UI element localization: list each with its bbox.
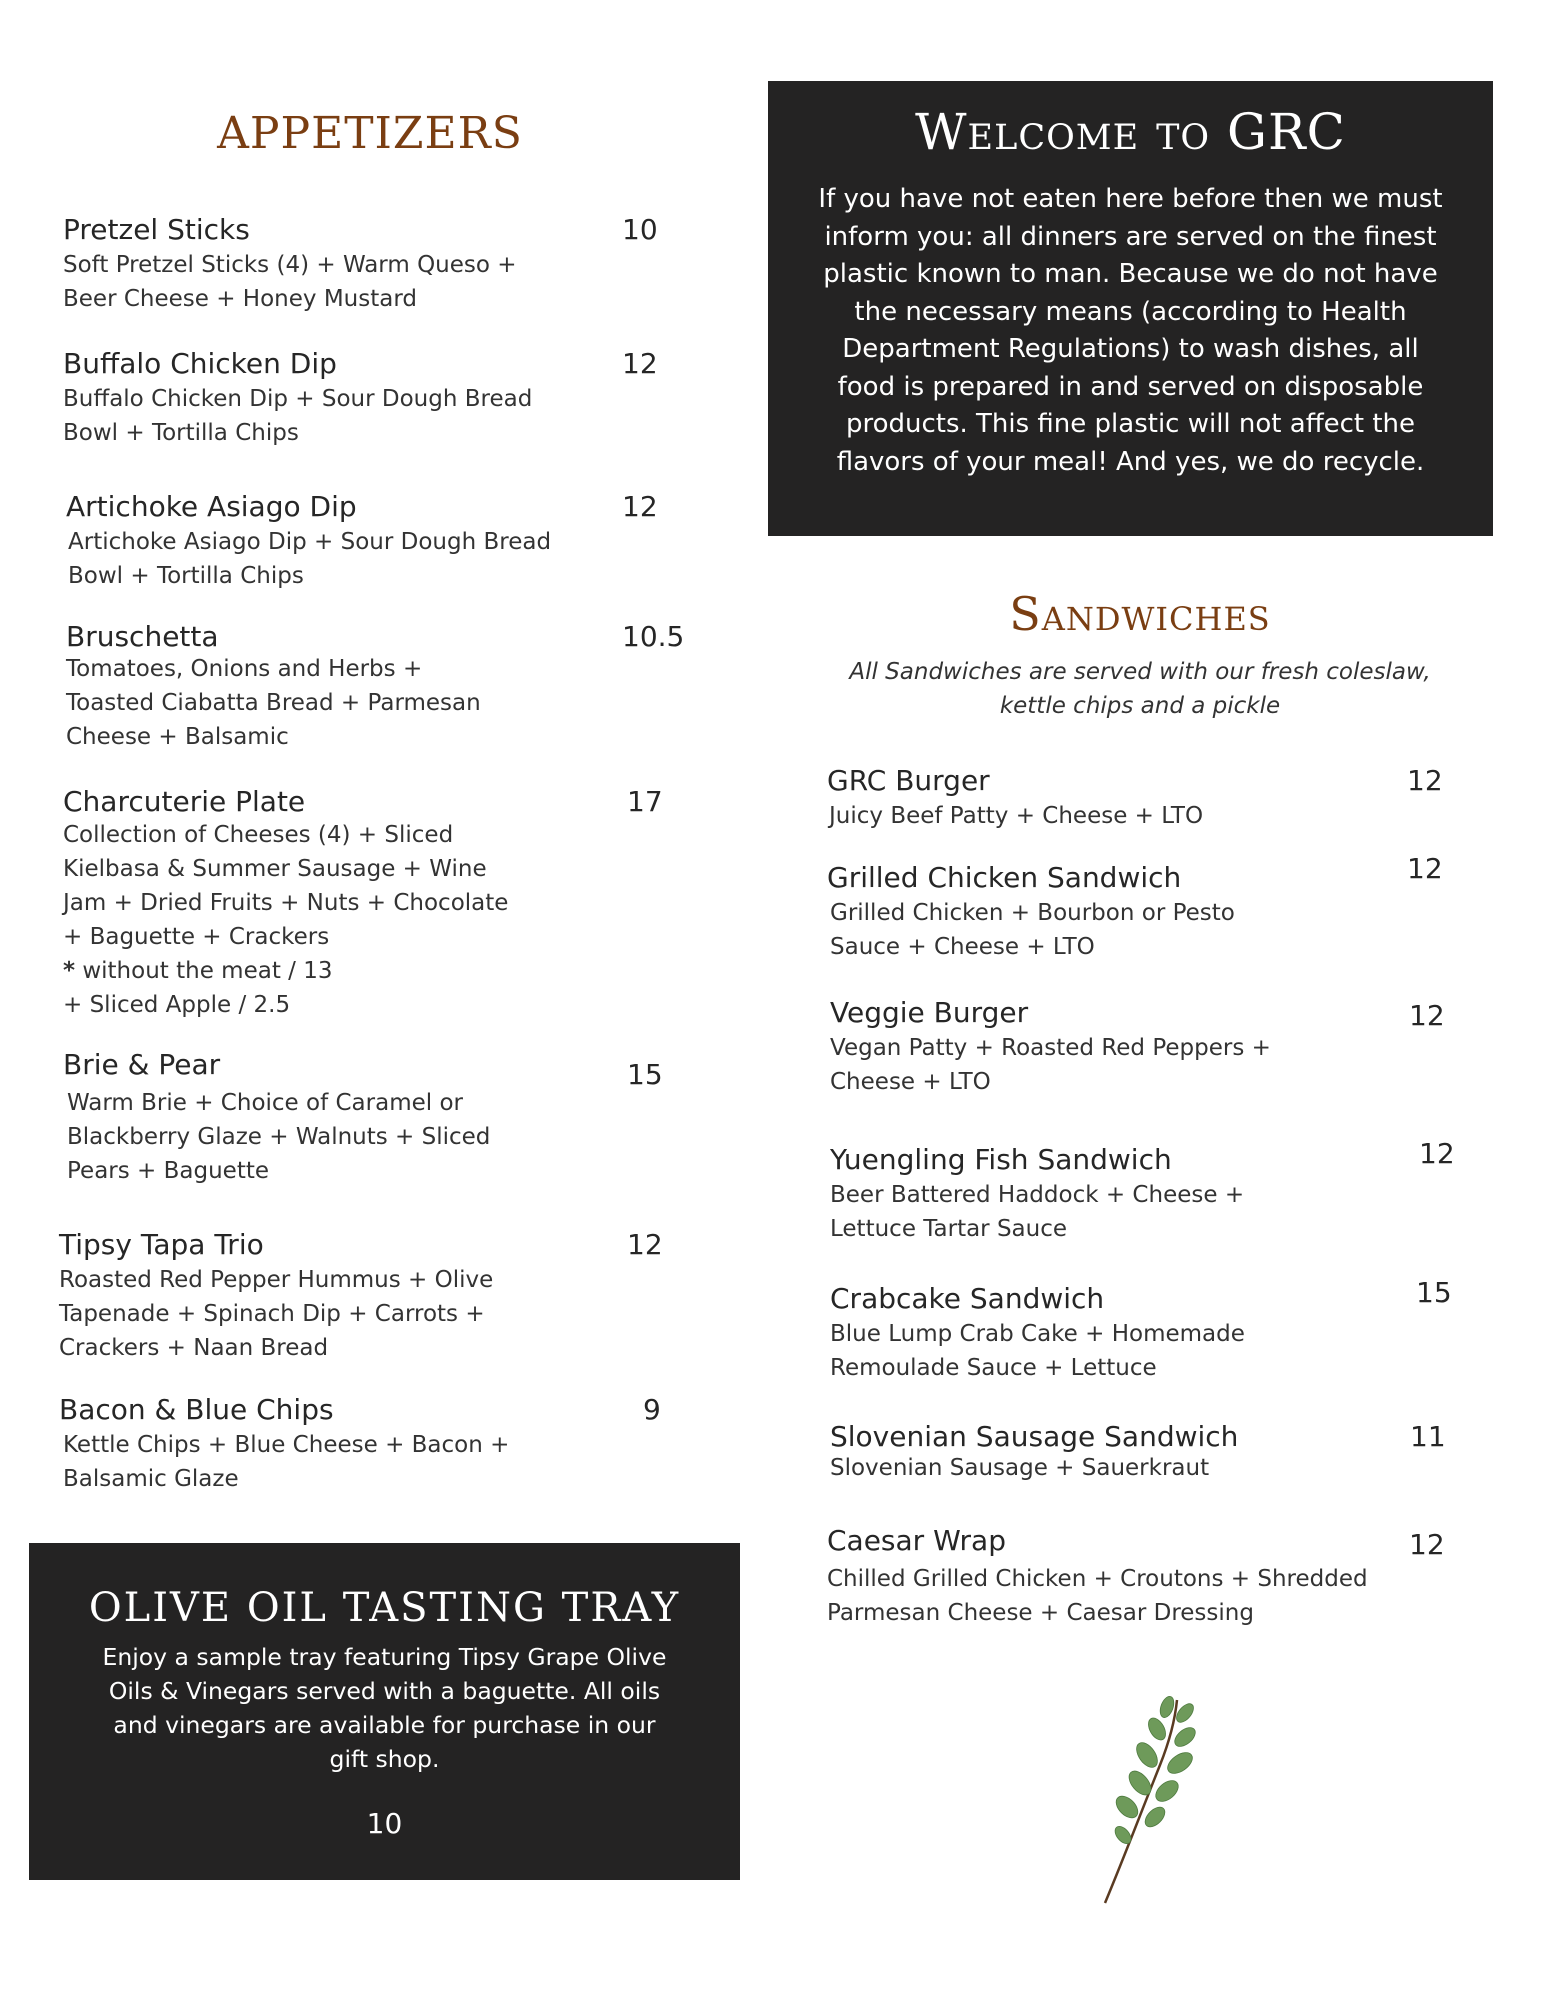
menu-item-bacon-blue-chips: [59, 1392, 699, 1496]
menu-item-yuengling-fish-sandwich: [830, 1137, 1470, 1246]
description-line: Remoulade Sauce + Lettuce: [830, 1355, 1157, 1381]
description-line: Kettle Chips + Blue Cheese + Bacon +: [63, 1432, 510, 1458]
olive-tray-price: 10: [366, 1807, 403, 1840]
item-name: Crabcake Sandwich: [830, 1282, 1105, 1315]
item-description: [827, 1562, 1467, 1630]
item-name: Charcuterie Plate: [63, 785, 306, 818]
item-price: 10: [622, 213, 658, 246]
description-line: Soft Pretzel Sticks (4) + Warm Queso +: [63, 252, 517, 278]
welcome-line: flavors of your meal! And yes, we do recycle.: [836, 446, 1425, 477]
description-line: Crackers + Naan Bread: [59, 1335, 329, 1361]
item-price: 12: [627, 1228, 663, 1261]
welcome-line: If you have not eaten here before then we must: [818, 184, 1443, 214]
item-name: Pretzel Sticks: [63, 213, 250, 246]
menu-item-pretzel-sticks: [63, 212, 703, 316]
description-line: Warm Brie + Choice of Caramel or: [67, 1090, 463, 1116]
description-line: Slovenian Sausage + Sauerkraut: [830, 1455, 1210, 1481]
item-name: Bacon & Blue Chips: [59, 1393, 334, 1426]
description-line: Buffalo Chicken Dip + Sour Dough Bread: [63, 386, 533, 412]
description-line: Grilled Chicken + Bourbon or Pesto: [830, 900, 1235, 926]
item-price: 12: [1409, 999, 1445, 1032]
description-line: Beer Battered Haddock + Cheese +: [830, 1182, 1245, 1208]
sandwiches-note: [830, 655, 1450, 723]
welcome-line: products. This fine plastic will not affect the: [845, 409, 1416, 439]
menu-item-brie-pear: [63, 1047, 703, 1188]
item-description: [66, 525, 706, 593]
welcome-line: plastic known to man. Because we do not have: [823, 259, 1438, 289]
item-description: [830, 1317, 1470, 1385]
item-price: 12: [1407, 764, 1443, 797]
menu-item-caesar-wrap: [827, 1523, 1467, 1630]
description-line: Enjoy a sample tray featuring Tipsy Grape Olive: [102, 1643, 667, 1671]
description-line: Blackberry Glaze + Walnuts + Sliced: [67, 1124, 491, 1150]
item-description: [59, 1263, 699, 1365]
menu-item-crabcake-sandwich: [830, 1276, 1470, 1385]
description-line: Balsamic Glaze: [63, 1466, 239, 1492]
option-note: without the meat / 13: [75, 958, 333, 984]
menu-item-bruschetta: [66, 622, 706, 754]
welcome-title: Welcome to GRC: [915, 103, 1346, 161]
menu-item-slovenian-sausage-sandwich: [830, 1421, 1470, 1483]
description-line: Tomatoes, Onions and Herbs +: [66, 656, 423, 682]
item-price: 12: [1409, 1528, 1445, 1561]
welcome-line: inform you: all dinners are served on the finest: [824, 221, 1437, 252]
description-line: Kielbasa & Summer Sausage + Wine: [63, 856, 487, 882]
welcome-line: food is prepared in and served on disposable: [837, 371, 1424, 402]
item-description: [63, 248, 703, 316]
description-line: Chilled Grilled Chicken + Croutons + Shredded: [827, 1566, 1368, 1592]
item-price: 15: [1416, 1276, 1452, 1309]
item-price: 12: [1419, 1137, 1455, 1170]
item-name: Buffalo Chicken Dip: [63, 347, 337, 380]
item-name: Brie & Pear: [63, 1048, 221, 1081]
description-line: Parmesan Cheese + Caesar Dressing: [827, 1600, 1254, 1626]
description-line: Sauce + Cheese + LTO: [830, 934, 1095, 960]
item-name: Bruschetta: [66, 620, 219, 653]
item-name: Slovenian Sausage Sandwich: [830, 1420, 1239, 1453]
item-description: [830, 1453, 1470, 1483]
description-line: Cheese + Balsamic: [66, 724, 289, 750]
description-line: + Baguette + Crackers: [63, 924, 330, 950]
olive-tray-description: [79, 1640, 690, 1776]
description-line: Oils & Vinegars served with a baguette. All oils: [108, 1677, 661, 1705]
menu-item-tipsy-tapa-trio: [59, 1227, 699, 1365]
menu-item-artichoke-asiago-dip: [66, 489, 706, 593]
description-line: Toasted Ciabatta Bread + Parmesan: [66, 690, 481, 716]
description-line: [63, 954, 703, 988]
description-line: Cheese + LTO: [830, 1069, 991, 1095]
description-line: Artichoke Asiago Dip + Sour Dough Bread: [68, 529, 552, 555]
menu-item-buffalo-chicken-dip: [63, 346, 703, 450]
item-description: [59, 1428, 699, 1496]
item-description: [827, 799, 1467, 833]
welcome-text: [808, 181, 1453, 481]
menu-item-veggie-burger: [830, 995, 1470, 1099]
item-name: Artichoke Asiago Dip: [66, 490, 357, 523]
description-line: + Sliced Apple / 2.5: [63, 992, 291, 1018]
description-line: Roasted Red Pepper Hummus + Olive: [59, 1267, 494, 1293]
item-description: [63, 382, 703, 450]
item-name: Grilled Chicken Sandwich: [827, 861, 1182, 894]
item-description: [827, 896, 1467, 964]
note-line: kettle chips and a pickle: [999, 693, 1281, 719]
item-description: [830, 1178, 1470, 1246]
item-description: [830, 1031, 1470, 1099]
item-name: GRC Burger: [827, 764, 990, 797]
menu-item-grilled-chicken-sandwich: [827, 852, 1467, 964]
olive-oil-tasting-panel: [29, 1543, 740, 1880]
herb-sprig-icon: [1085, 1695, 1205, 1905]
item-price: 12: [622, 490, 658, 523]
item-price: 10.5: [622, 620, 685, 653]
description-line: Vegan Patty + Roasted Red Peppers +: [830, 1035, 1271, 1061]
item-price: 12: [1407, 852, 1443, 885]
item-description: [63, 1086, 703, 1188]
item-name: Caesar Wrap: [827, 1524, 1006, 1557]
olive-tray-title: OLIVE OIL TASTING TRAY: [88, 1585, 681, 1631]
description-line: Blue Lump Crab Cake + Homemade: [830, 1321, 1245, 1347]
menu-item-grc-burger: [827, 763, 1467, 833]
item-name: Veggie Burger: [830, 996, 1029, 1029]
item-price: 11: [1410, 1420, 1446, 1453]
item-description: [63, 818, 703, 1022]
item-description: [66, 652, 706, 754]
sandwiches-heading: Sandwiches: [1009, 587, 1271, 641]
description-line: Juicy Beef Patty + Cheese + LTO: [829, 803, 1204, 829]
menu-item-charcuterie-plate: [63, 786, 703, 1022]
item-price: 15: [627, 1058, 663, 1091]
item-price: 17: [627, 785, 663, 818]
item-price: 12: [622, 347, 658, 380]
welcome-panel: [768, 81, 1493, 536]
item-price: 9: [643, 1393, 661, 1426]
description-line: Lettuce Tartar Sauce: [830, 1216, 1068, 1242]
description-line: Beer Cheese + Honey Mustard: [63, 286, 417, 312]
welcome-line: Department Regulations) to wash dishes, all: [842, 334, 1419, 364]
item-name: Yuengling Fish Sandwich: [830, 1143, 1172, 1176]
description-line: Tapenade + Spinach Dip + Carrots +: [59, 1301, 485, 1327]
description-line: Bowl + Tortilla Chips: [63, 420, 299, 446]
description-line: Bowl + Tortilla Chips: [68, 563, 304, 589]
note-line: All Sandwiches are served with our fresh coleslaw,: [849, 659, 1431, 685]
welcome-line: the necessary means (according to Health: [854, 296, 1407, 327]
description-line: Collection of Cheeses (4) + Sliced: [63, 822, 454, 848]
description-line: Jam + Dried Fruits + Nuts + Chocolate: [63, 890, 509, 916]
description-line: and vinegars are available for purchase in our: [113, 1711, 656, 1739]
appetizers-heading: APPETIZERS: [217, 108, 523, 159]
description-line: gift shop.: [329, 1745, 440, 1773]
item-name: Tipsy Tapa Trio: [59, 1228, 264, 1261]
asterisk-mark: *: [63, 958, 76, 984]
description-line: Pears + Baguette: [67, 1158, 270, 1184]
